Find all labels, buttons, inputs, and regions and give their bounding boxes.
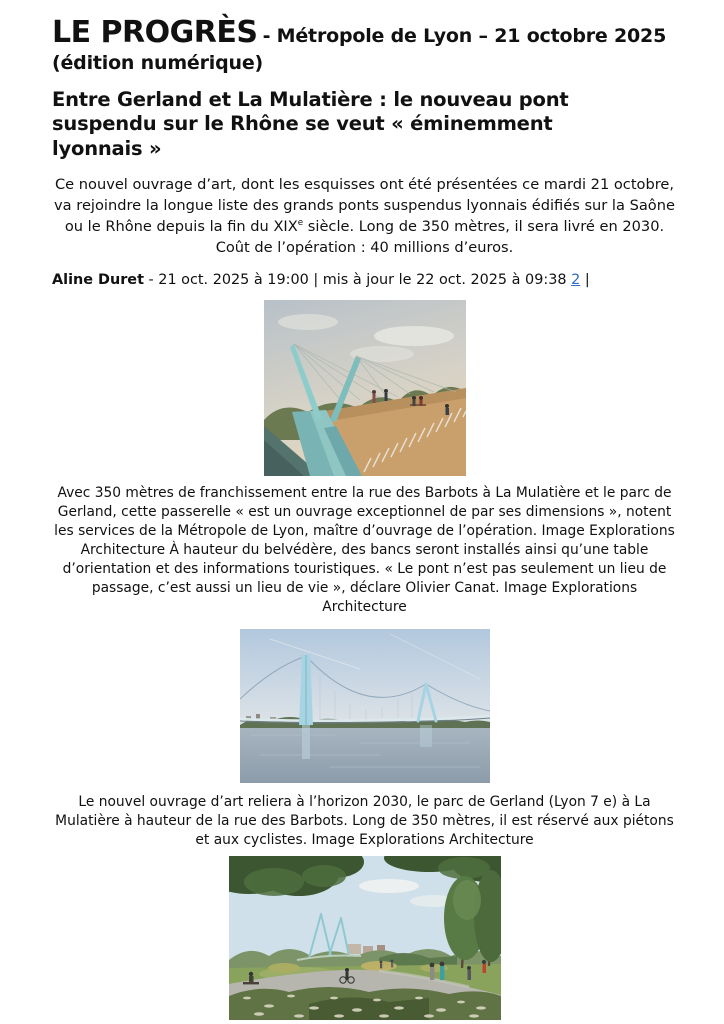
figure-bridge-river	[240, 629, 490, 783]
masthead-block	[52, 14, 677, 75]
lede-paragraph	[52, 174, 677, 258]
headline: Entre Gerland et La Mulatière : le nouveau pont suspendu sur le Rhône se veut « éminemment lyonnais »	[52, 88, 569, 160]
masthead-title: LE PROGRÈS	[52, 15, 258, 50]
lede-part1: Ce nouvel ouvrage d’art, dont les esquisses ont été présentées ce mardi 21 octobre, va rejoindre la longue liste des grands ponts suspendus lyonnais édifiés sur la Saône ou le Rhône depuis la fin du XIX	[54, 175, 675, 235]
bridge-deck-render-image	[264, 300, 466, 476]
lede-part2: siècle. Long de 350 mètres, il sera livré en 2030. Coût de l’opération : 40 millions d’euros.	[215, 217, 665, 256]
byline-trailing-pipe: |	[584, 271, 590, 288]
edition-label-line2: (édition numérique)	[52, 51, 263, 74]
lede-superscript: e	[297, 217, 304, 228]
body-paragraph-2: Le nouvel ouvrage d’art reliera à l’horizon 2030, le parc de Gerland (Lyon 7 e) à La Mulatière à hauteur de la rue des Barbots. Long de 350 mètres, il est réservé aux piétons et aux cyclistes. Image Explorations Architecture	[55, 793, 674, 849]
bridge-river-render-image	[240, 629, 490, 783]
byline-meta: - 21 oct. 2025 à 19:00 | mis à jour le 22 oct. 2025 à 09:38	[148, 271, 567, 288]
park-access-render-image	[229, 856, 501, 1020]
figure-bridge-deck	[264, 300, 466, 476]
byline-author: Aline Duret	[52, 271, 144, 288]
figure-park-access	[229, 856, 501, 1020]
byline	[52, 272, 677, 288]
body-paragraph-1: Avec 350 mètres de franchissement entre la rue des Barbots à La Mulatière et le parc de Gerland, cette passerelle « est un ouvrage exceptionnel de par ses dimensions », notent les services de la Métropole de Lyon, maître d’ouvrage de l’opération. Image Explorations Architecture À hauteur du belvédère, des bancs seront installés ainsi qu’une table d’orientation et des informations touristiques. « Le pont n’est pas seulement un lieu de passage, c’est aussi un lieu de vie », déclare Olivier Canat. Image Explorations Architecture	[54, 484, 675, 615]
comments-count-link[interactable]: 2	[571, 271, 581, 288]
edition-label: - Métropole de Lyon – 21 octobre 2025	[262, 25, 667, 47]
